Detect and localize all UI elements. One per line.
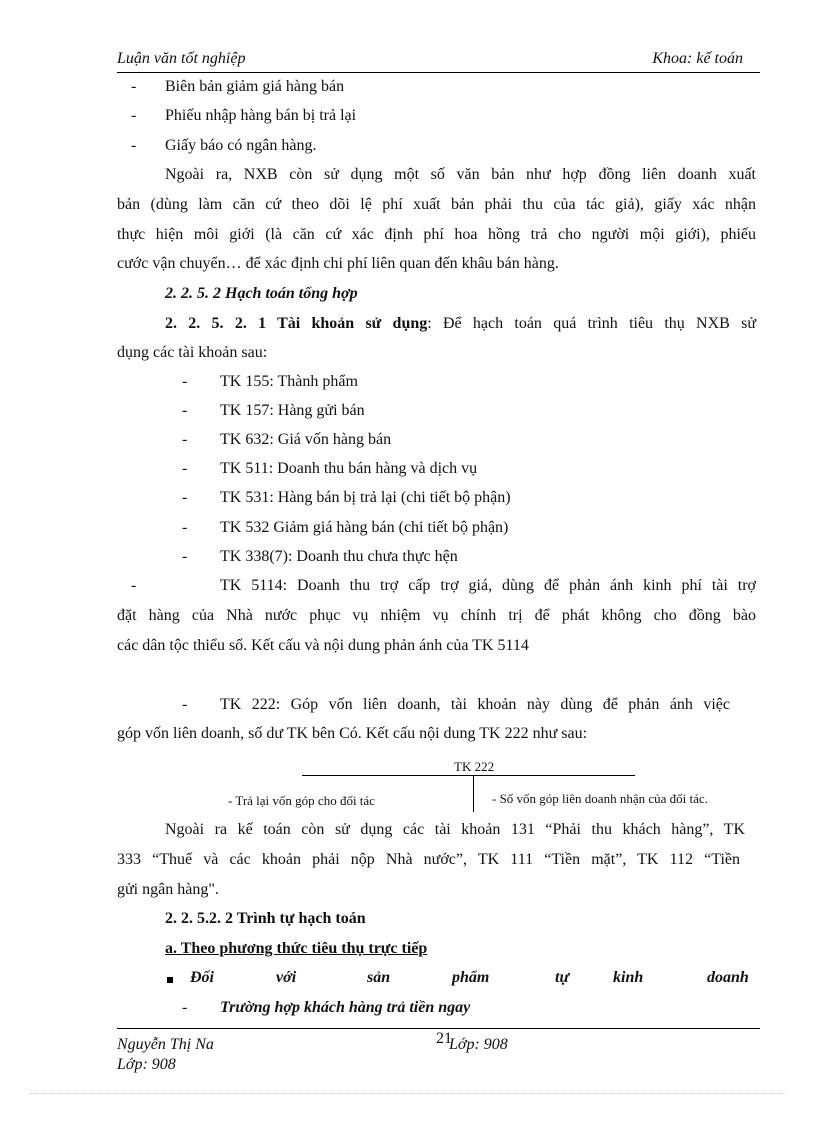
bullet-word: Đối (190, 969, 214, 986)
page-number: 21 (436, 1030, 452, 1047)
list-dash: - (182, 431, 188, 448)
t-account-top-line (302, 775, 635, 776)
account-item: TK 511: Doanh thu bán hàng và dịch vụ (220, 460, 478, 477)
list-dash: - (182, 373, 188, 390)
paragraph-line: bản (dùng làm căn cứ theo dõi lệ phí xuất bản phải thu của tác giả), giấy xác nhận (117, 196, 756, 213)
subsection-number: 2. 2. 5. 2. 1 Tài khoản sử dụng (165, 315, 428, 332)
bullet-word: sản (367, 969, 391, 986)
header-department: Khoa: kế toán (652, 50, 743, 67)
paragraph-line: góp vốn liên doanh, số dư TK bên Có. Kết cấu nội dung TK 222 như sau: (117, 725, 588, 742)
subsection-heading: a. Theo phương thức tiêu thụ trực tiếp (165, 940, 428, 957)
list-dash: - (182, 548, 188, 565)
list-item: Giấy báo có ngân hàng. (165, 137, 317, 154)
list-dash: - (131, 78, 137, 95)
account-item: TK 338(7): Doanh thu chưa thực hện (220, 548, 458, 565)
paragraph-line: gửi ngân hàng". (117, 881, 219, 898)
header-thesis-title: Luận văn tốt nghiệp (117, 50, 246, 67)
footer-rule (117, 1028, 760, 1029)
paragraph-line: TK 5114: Doanh thu trợ cấp trợ giá, dùng để phản ánh kinh phí tài trợ (220, 577, 756, 594)
list-dash: - (182, 460, 188, 477)
square-bullet-icon (167, 977, 173, 983)
paragraph-line: Ngoài ra, NXB còn sử dụng một số văn bản như hợp đồng liên doanh xuất (165, 166, 756, 183)
paragraph-line: TK 222: Góp vốn liên doanh, tài khoản này dùng để phản ánh việc (220, 696, 730, 713)
paragraph-line: thực hiện môi giới (là căn cứ xác định phí hoa hồng trả cho người mội giới), phiếu (117, 226, 756, 243)
paragraph-line: Ngoài ra kế toán còn sử dụng các tài khoản 131 “Phải thu khách hàng”, TK (165, 821, 745, 838)
list-item: Phiếu nhập hàng bán bị trả lại (165, 107, 357, 124)
bullet-word: kinh (613, 969, 644, 986)
list-item: Biên bản giảm giá hàng bán (165, 78, 345, 95)
t-account-title: TK 222 (454, 759, 495, 774)
account-item: TK 157: Hàng gửi bán (220, 402, 365, 419)
paragraph-line: dụng các tài khoản sau: (117, 344, 268, 361)
account-item: TK 531: Hàng bán bị trả lại (chi tiết bộ phận) (220, 489, 511, 506)
list-dash: - (182, 402, 188, 419)
t-account-debit: - Trả lại vốn góp cho đối tác (228, 793, 375, 808)
account-item: TK 532 Giảm giá hàng bán (chi tiết bộ phận) (220, 519, 509, 536)
subsection-text: : Để hạch toán quá trình tiêu thụ NXB sử (427, 315, 757, 332)
footer-author: Nguyễn Thị Na (117, 1036, 214, 1053)
list-dash: - (131, 577, 137, 594)
page-header (117, 50, 760, 73)
t-account-divider (473, 776, 474, 812)
paragraph-line: đặt hàng của Nhà nước phục vụ nhiệm vụ chính trị để phát không cho đồng bào (117, 607, 756, 624)
list-dash: - (131, 137, 137, 154)
list-dash: - (182, 519, 188, 536)
bullet-word: tự (555, 969, 570, 986)
bullet-word: với (276, 969, 297, 986)
paragraph-line: 333 “Thuế và các khoản phải nộp Nhà nước”, TK 111 “Tiền mặt”, TK 112 “Tiền (117, 851, 740, 868)
account-item: TK 632: Giá vốn hàng bán (220, 431, 392, 448)
list-dash: - (182, 489, 188, 506)
section-intro-line (165, 315, 756, 333)
list-dash: - (131, 107, 137, 124)
page-bottom-dotted-line (30, 1093, 786, 1094)
case-heading: Trường hợp khách hàng trả tiền ngay (220, 999, 471, 1016)
bullet-word: doanh (707, 969, 749, 986)
list-dash: - (182, 696, 188, 713)
section-heading: 2. 2. 5. 2 Hạch toán tổng hợp (165, 285, 358, 302)
footer-class: Lớp: 908 (449, 1036, 508, 1053)
bullet-word: phẩm (452, 969, 490, 986)
paragraph-line: cước vận chuyển… để xác định chi phí liên quan đến khâu bán hàng. (117, 255, 559, 272)
footer-class-second: Lớp: 908 (117, 1056, 176, 1073)
section-heading: 2. 2. 5.2. 2 Trình tự hạch toán (165, 910, 366, 927)
account-item: TK 155: Thành phẩm (220, 373, 358, 390)
list-dash: - (182, 999, 188, 1016)
t-account-credit: - Số vốn góp liên doanh nhận của đối tác. (492, 791, 708, 806)
paragraph-line: các dân tộc thiểu số. Kết cấu và nội dung phản ánh của TK 5114 (117, 637, 529, 654)
